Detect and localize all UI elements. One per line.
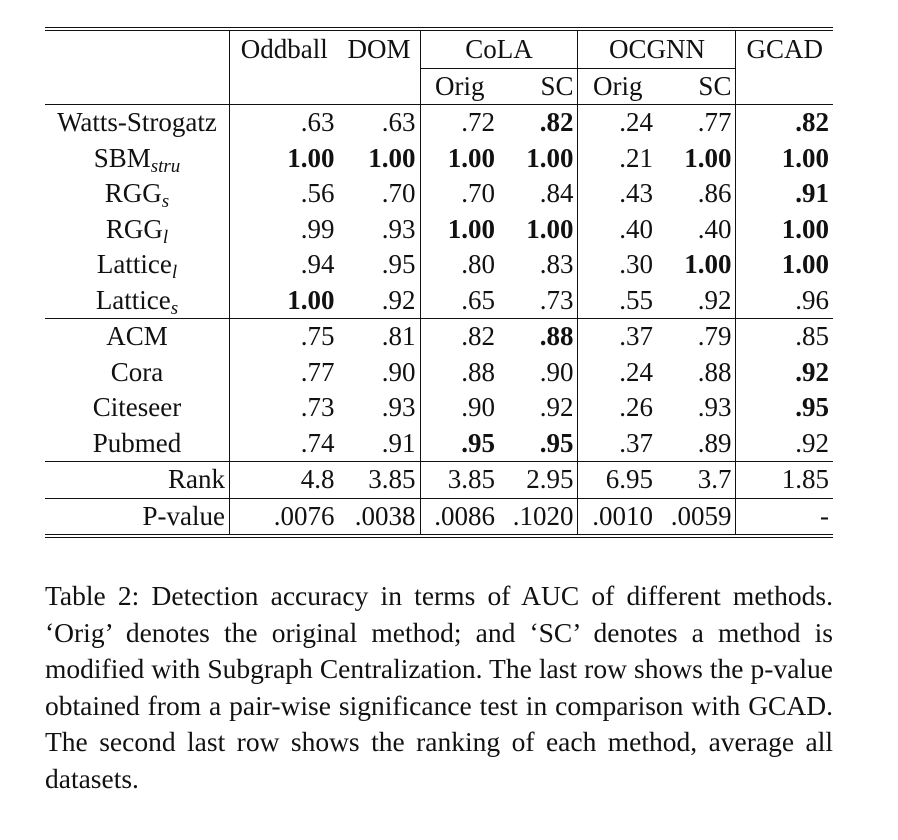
table-row: [45, 283, 833, 319]
value-cell: .99: [300, 213, 335, 244]
row-label: [45, 141, 230, 177]
value-cell: 1.00: [499, 212, 578, 248]
value-cell: .56: [300, 178, 335, 208]
value-cell: .96: [795, 284, 829, 315]
value-cell: .88: [499, 319, 578, 355]
value-cell: .84: [499, 176, 578, 212]
value-cell: .21: [619, 142, 653, 173]
row-label: [45, 355, 230, 391]
dataset-name: RGG: [104, 178, 162, 208]
header-gcad: GCAD: [746, 34, 823, 64]
value-cell: 3.85: [338, 462, 420, 499]
dataset-subscript: l: [162, 226, 169, 248]
table-row: [45, 141, 833, 177]
value-cell: .72: [420, 105, 499, 141]
table-row: [45, 212, 833, 248]
dataset-subscript: s: [170, 297, 179, 319]
header-ocgnn: OCGNN: [578, 31, 736, 69]
dataset-name: RGG: [105, 213, 163, 244]
value-cell: .92: [795, 356, 829, 387]
row-label: [45, 247, 230, 283]
value-cell: .92: [499, 390, 578, 426]
value-cell: 1.00: [657, 247, 736, 283]
table-row: [45, 498, 833, 534]
header-oddball: Oddball: [240, 34, 328, 65]
value-cell: .37: [578, 319, 657, 355]
value-cell: .40: [657, 212, 736, 248]
value-cell: .95: [338, 247, 420, 283]
header-cola: CoLA: [420, 31, 578, 69]
value-cell: .26: [619, 392, 653, 422]
value-cell: .88: [461, 356, 495, 387]
value-cell: .37: [619, 427, 653, 458]
table-row: [45, 426, 833, 462]
value-cell: 1.00: [287, 142, 335, 173]
value-cell: .40: [619, 213, 653, 244]
row-label: [45, 462, 230, 499]
subheader-ocgnn-sc: SC: [657, 69, 736, 105]
row-label: [45, 176, 230, 212]
row-label: [45, 390, 230, 426]
value-cell: .90: [461, 392, 495, 422]
table-row: [45, 319, 833, 355]
dataset-name: Cora: [110, 356, 164, 387]
table-row: [45, 390, 833, 426]
header-row: [45, 31, 833, 69]
value-cell: 4.8: [230, 462, 339, 499]
value-cell: .70: [338, 176, 420, 212]
value-cell: 1.00: [338, 141, 420, 177]
value-cell: .91: [338, 426, 420, 462]
value-cell: .90: [338, 355, 420, 391]
value-cell: .77: [657, 105, 736, 141]
value-cell: .70: [461, 178, 495, 208]
value-cell: .80: [461, 249, 495, 279]
dataset-name: Lattice: [96, 249, 172, 279]
value-cell: .63: [338, 105, 420, 141]
row-label: [45, 319, 230, 355]
results-table-container: [45, 27, 833, 538]
value-cell: .92: [795, 427, 829, 458]
dataset-name: Rank: [168, 464, 225, 494]
row-label: [45, 212, 230, 248]
value-cell: 1.00: [447, 142, 495, 173]
value-cell: 2.95: [499, 462, 578, 499]
value-cell: .55: [619, 284, 653, 315]
value-cell: .86: [657, 176, 736, 212]
value-cell: 1.00: [657, 141, 736, 177]
value-cell: .90: [499, 355, 578, 391]
value-cell: .81: [338, 319, 420, 355]
subheader-empty: [338, 69, 420, 105]
value-cell: .63: [230, 105, 339, 141]
value-cell: .83: [499, 247, 578, 283]
table-row: [45, 247, 833, 283]
value-cell: .0086: [420, 498, 499, 534]
value-cell: .92: [657, 283, 736, 319]
value-cell: .0010: [578, 498, 657, 534]
value-cell: .75: [230, 319, 339, 355]
value-cell: .93: [338, 390, 420, 426]
value-cell: .1020: [499, 498, 578, 534]
bottom-rule: [45, 534, 833, 538]
dataset-name: Pubmed: [92, 427, 182, 458]
value-cell: 1.85: [736, 462, 833, 499]
row-label: [45, 426, 230, 462]
value-cell: .94: [300, 249, 335, 279]
value-cell: 3.85: [420, 462, 499, 499]
value-cell: .85: [736, 319, 833, 355]
dataset-subscript: stru: [150, 155, 181, 177]
value-cell: 1.00: [781, 249, 829, 279]
header-dom: DOM: [338, 31, 420, 69]
value-cell: .93: [657, 390, 736, 426]
subheader-ocgnn-orig: Orig: [578, 69, 657, 105]
table-row: [45, 462, 833, 499]
value-cell: .82: [736, 105, 833, 141]
value-cell: .24: [578, 105, 657, 141]
value-cell: .79: [657, 319, 736, 355]
value-cell: .65: [461, 284, 495, 315]
header-empty: [45, 31, 230, 105]
value-cell: 1.00: [499, 141, 578, 177]
value-cell: .91: [795, 178, 829, 208]
subheader-empty: [230, 69, 339, 105]
value-cell: 1.00: [447, 213, 495, 244]
table-row: [45, 176, 833, 212]
value-cell: .77: [300, 356, 335, 387]
dataset-name: Citeseer: [92, 392, 182, 422]
value-cell: .95: [795, 392, 829, 422]
row-label: [45, 105, 230, 141]
dataset-name: SBM: [93, 142, 151, 173]
value-cell: .95: [461, 427, 495, 458]
value-cell: .93: [338, 212, 420, 248]
value-cell: .0076: [230, 498, 339, 534]
value-cell: .24: [619, 356, 653, 387]
value-cell: 1.00: [781, 142, 829, 173]
dataset-name: Watts-Strogatz: [57, 107, 217, 137]
table-row: [45, 355, 833, 391]
value-cell: .0038: [338, 498, 420, 534]
value-cell: .73: [499, 283, 578, 319]
dataset-name: Lattice: [95, 284, 171, 315]
dataset-name: P-value: [142, 500, 225, 531]
value-cell: .82: [499, 105, 578, 141]
table-body: [45, 105, 833, 535]
value-cell: .73: [300, 392, 335, 422]
dataset-subscript: l: [171, 262, 178, 283]
value-cell: .95: [499, 426, 578, 462]
value-cell: 1.00: [781, 213, 829, 244]
subheader-cola-orig: Orig: [420, 69, 499, 105]
value-cell: .82: [420, 319, 499, 355]
value-cell: .74: [300, 427, 335, 458]
row-label: [45, 498, 230, 534]
table-row: [45, 105, 833, 141]
value-cell: .89: [657, 426, 736, 462]
value-cell: .43: [619, 178, 653, 208]
value-cell: 1.00: [287, 284, 335, 315]
dataset-name: ACM: [106, 321, 168, 351]
dataset-subscript: s: [161, 191, 170, 212]
row-label: [45, 283, 230, 319]
value-cell: .92: [338, 283, 420, 319]
results-table: [45, 31, 833, 534]
subheader-cola-sc: SC: [499, 69, 578, 105]
value-cell: 6.95: [578, 462, 657, 499]
table-caption: Table 2: Detection accuracy in terms of AUC of different methods. ‘Orig’ denotes the original method; and ‘SC’ denotes a method is modified with Subgraph Centralization. The last row shows the p-value obtained from a pair-wise significance test in comparison with GCAD. The second last row shows the ranking of each method, average all datasets.: [45, 580, 833, 794]
value-cell: .30: [619, 249, 653, 279]
value-cell: 3.7: [657, 462, 736, 499]
value-cell: .88: [657, 355, 736, 391]
value-cell: -: [736, 498, 833, 534]
value-cell: .0059: [657, 498, 736, 534]
